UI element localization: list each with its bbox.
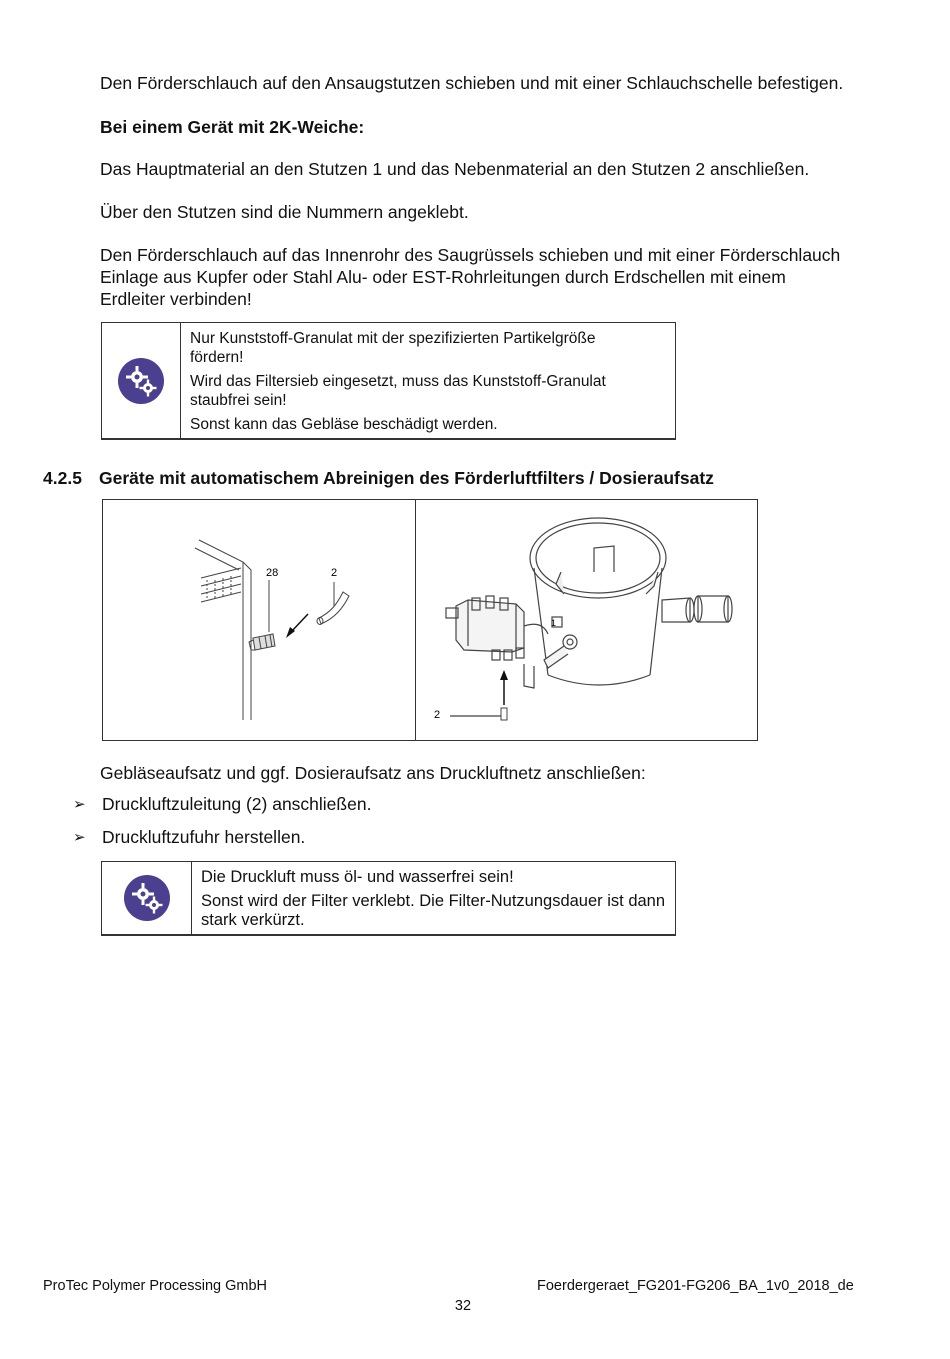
footer-company: ProTec Polymer Processing GmbH [43,1278,268,1294]
grounding-line-3: Erdleiter verbinden! [100,289,252,309]
list-item [73,793,371,815]
grounding-paragraph [100,244,890,310]
material-paragraph: Das Hauptmaterial an den Stutzen 1 und das Nebenmaterial an den Stutzen 2 anschließen. [100,159,810,179]
label-2-left: 2 [331,567,338,579]
dosing-unit-illustration [416,500,758,740]
arrow-bullet-icon: ➢ [73,796,86,813]
figure-connection-drawing [102,499,758,741]
arrow-bullet-icon: ➢ [73,829,86,846]
list-item [73,826,371,848]
page-number: 32 [454,1298,472,1314]
notice1-text-a: Nur Kunststoff-Granulat mit der spezifizierten Partikelgröße fördern! [190,330,596,366]
label-28: 28 [266,567,279,579]
notice-icon-cell [102,323,181,438]
section-number: 4.2.5 [43,468,82,488]
notice-text-cell [181,323,614,438]
hose-connection-illustration [103,500,415,740]
gears-icon [124,875,170,921]
notice2-text-a: Die Druckluft muss öl- und wasserfrei sein! [201,868,514,886]
footer-document-id: Foerdergeraet_FG201-FG206_BA_1v0_2018_de [537,1278,854,1294]
instructions-list [73,793,371,859]
notice-icon-cell [102,862,192,934]
notice-text-cell [192,862,673,934]
label-1-right: 1 [551,618,557,628]
figure-panel-right [416,500,758,740]
notice2-text-b: Sonst wird der Filter verklebt. Die Filter-Nutzungsdauer ist dann stark verkürzt. [201,892,666,929]
figure-panel-left [103,500,416,740]
instructions-intro: Gebläseaufsatz und ggf. Dosieraufsatz ans Druckluftnetz anschließen: [100,763,646,783]
list-item-text: Druckluftzuleitung (2) anschließen. [102,793,372,814]
grounding-line-1: Den Förderschlauch auf das Innenrohr des Saugrüssels schieben und mit einer Förderschlauch [100,245,841,265]
notice1-text-c: Sonst kann das Gebläse beschädigt werden. [190,416,498,433]
label-2-right: 2 [434,709,441,721]
notice-box-compressed-air [101,861,676,936]
notice1-text-b: Wird das Filtersieb eingesetzt, muss das Kunststoff-Granulat staubfrei sein! [190,373,606,409]
list-item-text: Druckluftzufuhr herstellen. [102,826,306,847]
grounding-line-2: Einlage aus Kupfer oder Stahl Alu- oder EST-Rohrleitungen durch Erdschellen mit einem [100,267,786,287]
numbers-paragraph: Über den Stutzen sind die Nummern angeklebt. [100,202,469,222]
section-heading [43,468,714,489]
subheading-2k-weiche: Bei einem Gerät mit 2K-Weiche: [100,117,365,137]
gears-icon [118,358,164,404]
section-title: Geräte mit automatischem Abreinigen des Förderluftfilters / Dosieraufsatz [99,468,714,488]
intro-paragraph: Den Förderschlauch auf den Ansaugstutzen schieben und mit einer Schlauchschelle befestigen. [100,73,844,93]
notice-box-granulate [101,322,676,440]
